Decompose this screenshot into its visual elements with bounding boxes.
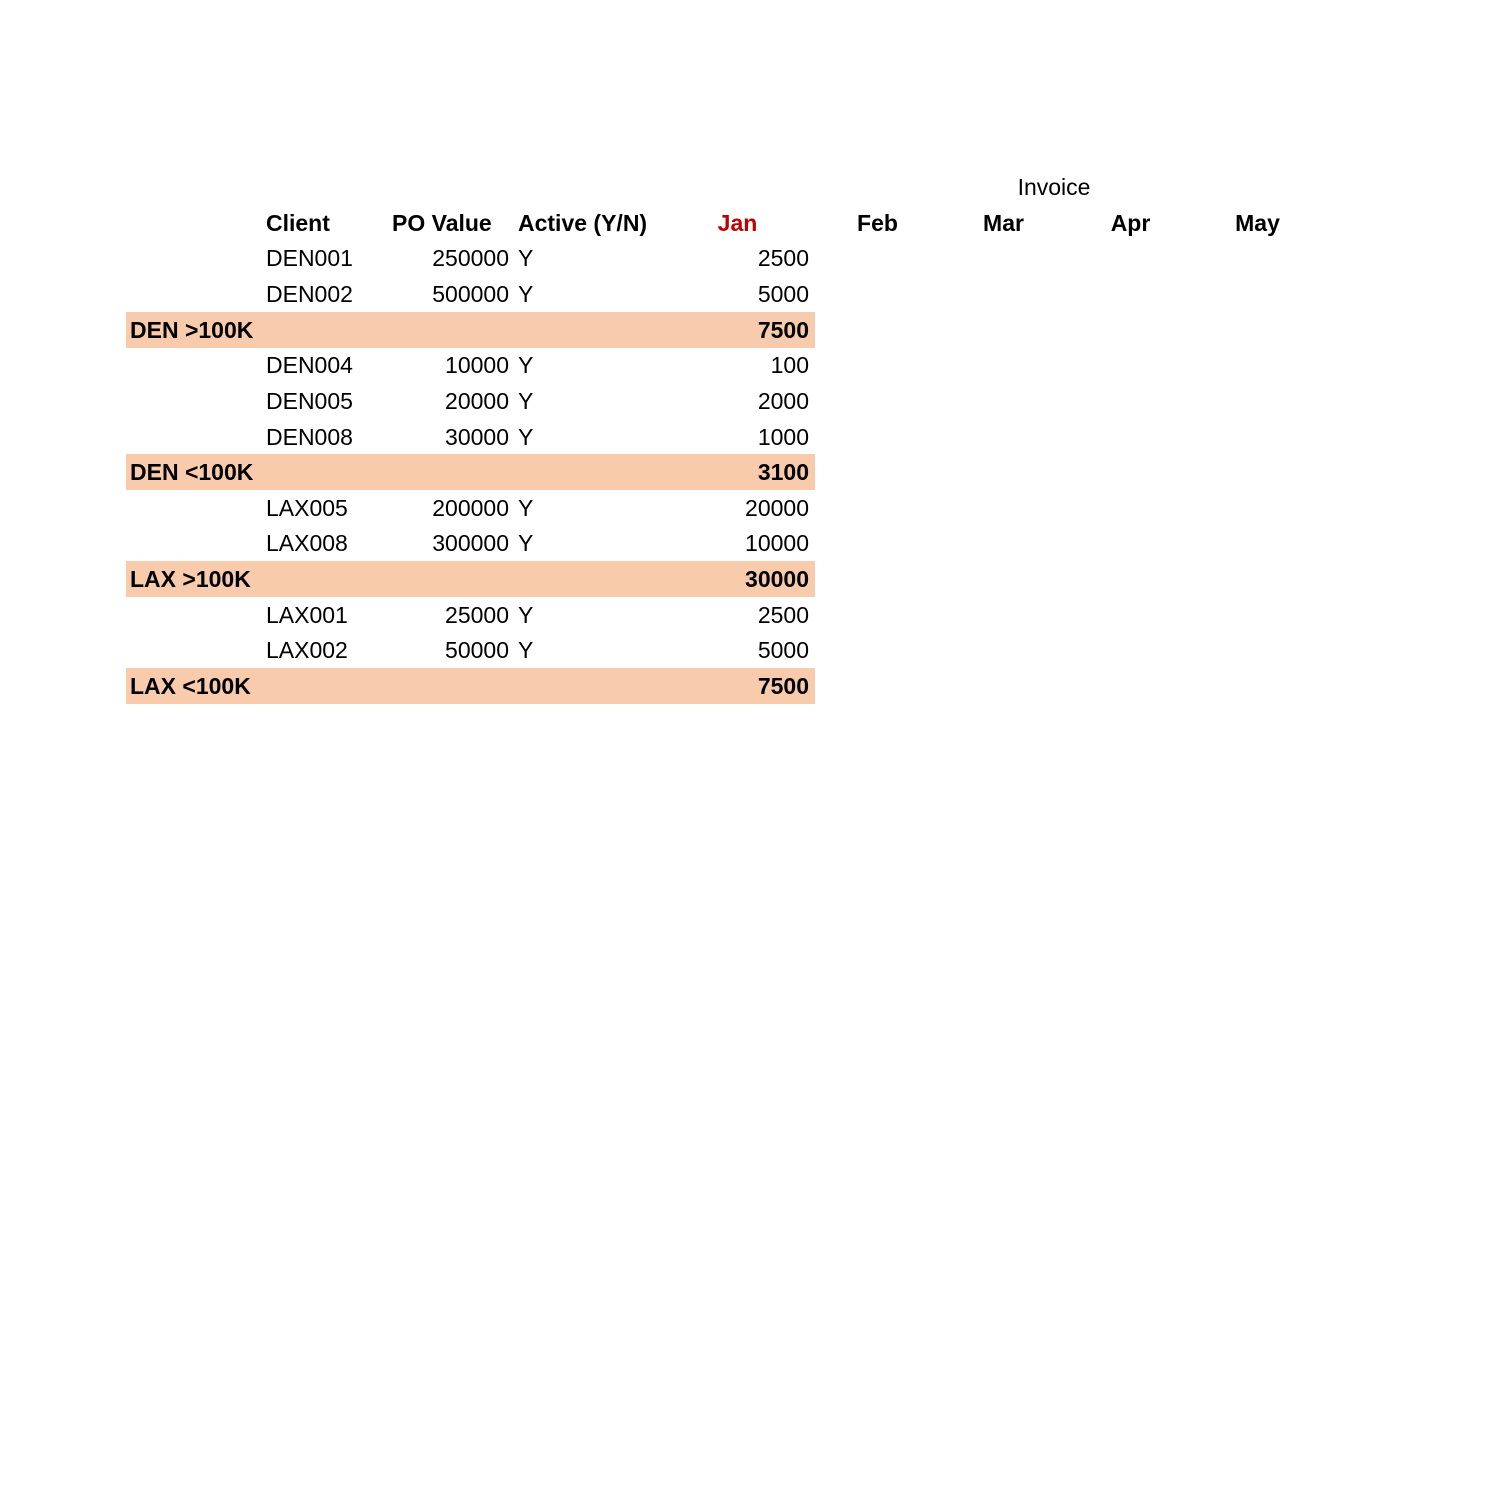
active-cell: Y	[518, 424, 534, 450]
po-value-cell: 250000	[432, 245, 509, 271]
jan-value-cell: 5000	[757, 637, 809, 663]
column-header-mar: Mar	[983, 210, 1024, 236]
subtotal-label: LAX <100K	[130, 673, 251, 699]
po-value-cell: 300000	[432, 530, 509, 556]
po-value-cell: 50000	[445, 637, 509, 663]
po-value-cell: 30000	[445, 424, 509, 450]
invoice-header: Invoice	[1017, 174, 1091, 200]
active-cell: Y	[518, 352, 534, 378]
jan-value-cell: 10000	[745, 530, 809, 556]
client-cell: DEN004	[266, 352, 353, 378]
jan-value-cell: 2000	[757, 388, 809, 414]
po-value-cell: 20000	[445, 388, 509, 414]
jan-value-cell: 5000	[757, 281, 809, 307]
po-value-cell: 200000	[432, 495, 509, 521]
po-value-cell: 25000	[445, 602, 509, 628]
column-header-jan: Jan	[717, 210, 758, 236]
active-cell: Y	[518, 245, 534, 271]
client-cell: LAX002	[266, 637, 348, 663]
subtotal-jan-cell: 3100	[757, 459, 809, 485]
active-cell: Y	[518, 530, 534, 556]
jan-value-cell: 20000	[745, 495, 809, 521]
subtotal-label: DEN <100K	[130, 459, 254, 485]
subtotal-jan-cell: 30000	[745, 566, 809, 592]
active-cell: Y	[518, 602, 534, 628]
active-cell: Y	[518, 388, 534, 414]
column-header-may: May	[1235, 210, 1280, 236]
column-header-apr: Apr	[1110, 210, 1151, 236]
client-cell: LAX001	[266, 602, 348, 628]
column-header-feb: Feb	[857, 210, 898, 236]
po-value-cell: 10000	[445, 352, 509, 378]
client-cell: LAX008	[266, 530, 348, 556]
jan-value-cell: 100	[770, 352, 809, 378]
jan-value-cell: 1000	[757, 424, 809, 450]
subtotal-label: LAX >100K	[130, 566, 251, 592]
column-header-po-value: PO Value	[392, 210, 492, 236]
client-cell: LAX005	[266, 495, 348, 521]
client-cell: DEN005	[266, 388, 353, 414]
active-cell: Y	[518, 495, 534, 521]
jan-value-cell: 2500	[757, 602, 809, 628]
subtotal-label: DEN >100K	[130, 317, 254, 343]
column-header-active: Active (Y/N)	[518, 210, 648, 236]
subtotal-jan-cell: 7500	[757, 673, 809, 699]
client-cell: DEN002	[266, 281, 353, 307]
column-header-client: Client	[266, 210, 330, 236]
active-cell: Y	[518, 637, 534, 663]
po-value-cell: 500000	[432, 281, 509, 307]
client-cell: DEN001	[266, 245, 353, 271]
jan-value-cell: 2500	[757, 245, 809, 271]
subtotal-jan-cell: 7500	[757, 317, 809, 343]
active-cell: Y	[518, 281, 534, 307]
client-cell: DEN008	[266, 424, 353, 450]
